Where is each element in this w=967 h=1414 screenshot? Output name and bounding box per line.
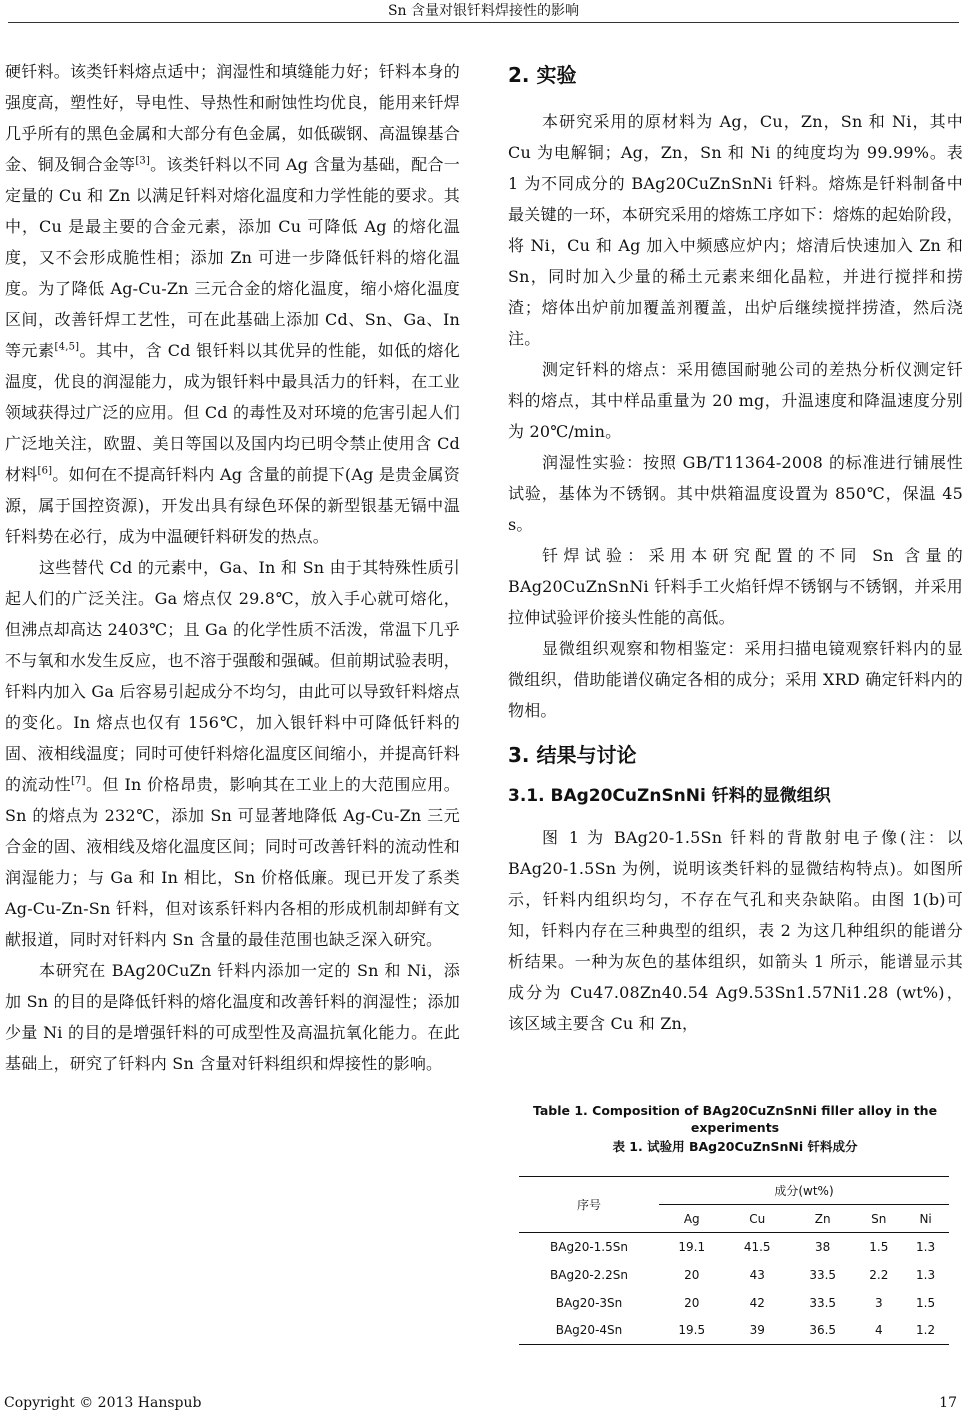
body-paragraph: 硬钎料。该类钎料熔点适中；润湿性和填缝能力好；钎料本身的强度高，塑性好，导电性、导热性和耐蚀性均优良，能用来钎焊几乎所有的黑色金属和大部分有色金属，如低碳钢、高温镍基合金、铜及铜合金等[3]。该类钎料以不同 Ag 含量为基础，配合一定量的 Cu 和 Zn 以满足钎料对熔化温度和力学性能的要求。其中，Cu 是最主要的合金元素，添加 Cu 可降低 Ag 的熔化温度，又不会形成脆性相；添加 Zn 可进一步降低钎料的熔化温度。为了降低 Ag-Cu-Zn 三元合金的熔化温度，缩小熔化温度区间，改善钎焊工艺性，可在此基础上添加 Cd、Sn、Ga、In 等元素[4,5]。其中，含 Cd 银钎料以其优异的性能，如低的熔化温度，优良的润湿能力，成为银钎料中最具活力的钎料，在工业领域获得过广泛的应用。但 Cd 的毒性及对环境的危害引起人们广泛地关注，欧盟、美日等国以及国内均已明令禁止使用含 Cd 材料[6]。如何在不提高钎料内 Ag 含量的前提下(Ag 是贵金属资源，属于国控资源)，开发出具有绿色环保的新型银基无镉中温钎料势在必行，成为中温硬钎料研发的热点。 [5,62,460,546]
table-cell: 20 [684,1267,700,1282]
running-header: Sn 含量对银钎料焊接性的影响 [387,3,580,19]
body-paragraph: 测定钎料的熔点：采用德国耐驰公司的差热分析仪测定钎料的熔点，其中样品重量为 20 mg，升温速度和降温速度分别为 20℃/min。 [508,360,963,441]
body-paragraph: 本研究采用的原材料为 Ag，Cu，Zn，Sn 和 Ni，其中 Cu 为电解铜；Ag，Zn，Sn 和 Ni 的纯度均为 99.99%。表 1 为不同成分的 BAg20CuZnSnNi 钎料。熔炼是钎料制备中最关键的一环，本研究采用的熔炼工序如下：熔炼的起始阶段，将 Ni，Cu 和 Ag 加入中频感应炉内；熔清后快速加入 Zn 和 Sn，同时加入少量的稀土元素来细化晶粒，并进行搅拌和捞渣；熔体出炉前加覆盖剂覆盖，出炉后继续搅拌捞渣，然后浇注。 [508,112,963,348]
table-cell: 43 [749,1267,765,1282]
table-cell: 1.5 [916,1295,936,1310]
table-cell: 19.5 [659,1317,724,1345]
table-row [519,1261,949,1289]
header-rule [8,22,959,23]
table-row [519,1233,949,1261]
table-row [519,1317,949,1345]
section-heading-results: 3. 结果与讨论 [508,743,637,767]
table-caption [515,1102,955,1155]
composition-table [519,1176,949,1345]
table-cell: 36.5 [790,1317,855,1345]
table-cell: 2.2 [869,1267,889,1282]
table-header-element: Ag [659,1205,724,1233]
section-heading-experiment: 2. 实验 [508,63,577,87]
table-header-element: Ni [902,1205,949,1233]
table-cell: BAg20-1.5Sn [550,1239,628,1254]
table-header-group: 成分(wt%) [659,1177,949,1205]
body-paragraph: 钎焊试验：采用本研究配置的不同 Sn 含量的 BAg20CuZnSnNi 钎料手工火焰钎焊不锈钢与不锈钢，并采用拉伸试验评价接头性能的高低。 [508,546,963,627]
table-header-element: Zn [790,1205,855,1233]
table-cell: 1.5 [869,1239,889,1254]
right-column [508,56,963,1039]
table-cell: 39 [724,1317,789,1345]
table-cell: 1.3 [916,1239,936,1254]
table-cell: 1.3 [916,1267,936,1282]
table-row [519,1289,949,1317]
table-caption-zh: 表 1. 试验用 BAg20CuZnSnNi 钎料成分 [612,1139,858,1154]
body-paragraph: 图 1 为 BAg20-1.5Sn 钎料的背散射电子像(注：以 BAg20-1.5Sn 为例，说明该类钎料的显微结构特点)。如图所示，钎料内组织均匀，不存在气孔和夹杂缺陷。由图 1(b)可知，钎料内存在三种典型的组织，表 2 为这几种组织的能谱分析结果。一种为灰色的基体组织，如箭头 1 所示，能谱显示其成分为 Cu47.08Zn40.54 Ag9.53Sn1.57Ni1.28 (wt%)，该区域主要含 Cu 和 Zn， [508,828,963,1033]
table-cell: 3 [874,1295,883,1310]
body-paragraph: 本研究在 BAg20CuZn 钎料内添加一定的 Sn 和 Ni，添加 Sn 的目的是降低钎料的熔化温度和改善钎料的润湿性；添加少量 Ni 的目的是增强钎料的可成型性及高温抗氧化能力。在此基础上，研究了钎料内 Sn 含量对钎料组织和焊接性的影响。 [5,961,460,1073]
table-cell: BAg20-2.2Sn [550,1267,628,1282]
table-cell: 4 [855,1317,902,1345]
table-cell: 33.5 [809,1295,837,1310]
footer-copyright: Copyright © 2013 Hanspub [4,1395,202,1411]
table-cell: BAg20-4Sn [519,1317,659,1345]
table-caption-en: Table 1. Composition of BAg20CuZnSnNi filler alloy in the experiments [532,1103,938,1135]
table-cell: 20 [684,1295,700,1310]
table-cell: 42 [749,1295,765,1310]
table-cell: 19.1 [678,1239,706,1254]
body-paragraph: 这些替代 Cd 的元素中，Ga、In 和 Sn 由于其特殊性质引起人们的广泛关注。Ga 熔点仅 29.8℃，放入手心就可熔化，但沸点却高达 2403℃；且 Ga 的化学性质不活泼，常温下几乎不与氧和水发生反应，也不溶于强酸和强碱。但前期试验表明，钎料内加入 Ga 后容易引起成分不均匀，由此可以导致钎料熔点的变化。In 熔点也仅有 156℃，加入银钎料中可降低钎料的固、液相线温度；同时可使钎料熔化温度区间缩小，并提高钎料的流动性[7]。但 In 价格昂贵，影响其在工业上的大范围应用。Sn 的熔点为 232℃，添加 Sn 可显著地降低 Ag-Cu-Zn 三元合金的固、液相线及熔化温度区间；同时可改善钎料的流动性和润湿能力；与 Ga 和 In 相比，Sn 价格低廉。现已开发了系类 Ag-Cu-Zn-Sn 钎料，但对该系钎料内各相的形成机制却鲜有文献报道，同时对钎料内 Sn 含量的最佳范围也缺乏深入研究。 [5,558,460,949]
left-column [5,56,460,1079]
table-header-element: Sn [855,1205,902,1233]
subsection-heading: 3.1. BAg20CuZnSnNi 钎料的显微组织 [508,786,831,806]
table-cell: 38 [815,1239,831,1254]
table-header-id: 序号 [519,1177,659,1233]
table-header-element: Cu [724,1205,789,1233]
footer-page-number: 17 [939,1395,957,1411]
body-paragraph: 润湿性实验：按照 GB/T11364-2008 的标准进行铺展性试验，基体为不锈钢。其中烘箱温度设置为 850℃，保温 45 s。 [508,453,963,534]
table-cell: 1.2 [902,1317,949,1345]
table-cell: BAg20-3Sn [555,1295,623,1310]
table-cell: 41.5 [743,1239,771,1254]
table-cell: 33.5 [809,1267,837,1282]
body-paragraph: 显微组织观察和物相鉴定：采用扫描电镜观察钎料内的显微组织，借助能谱仪确定各相的成分；采用 XRD 确定钎料内的物相。 [508,639,963,720]
